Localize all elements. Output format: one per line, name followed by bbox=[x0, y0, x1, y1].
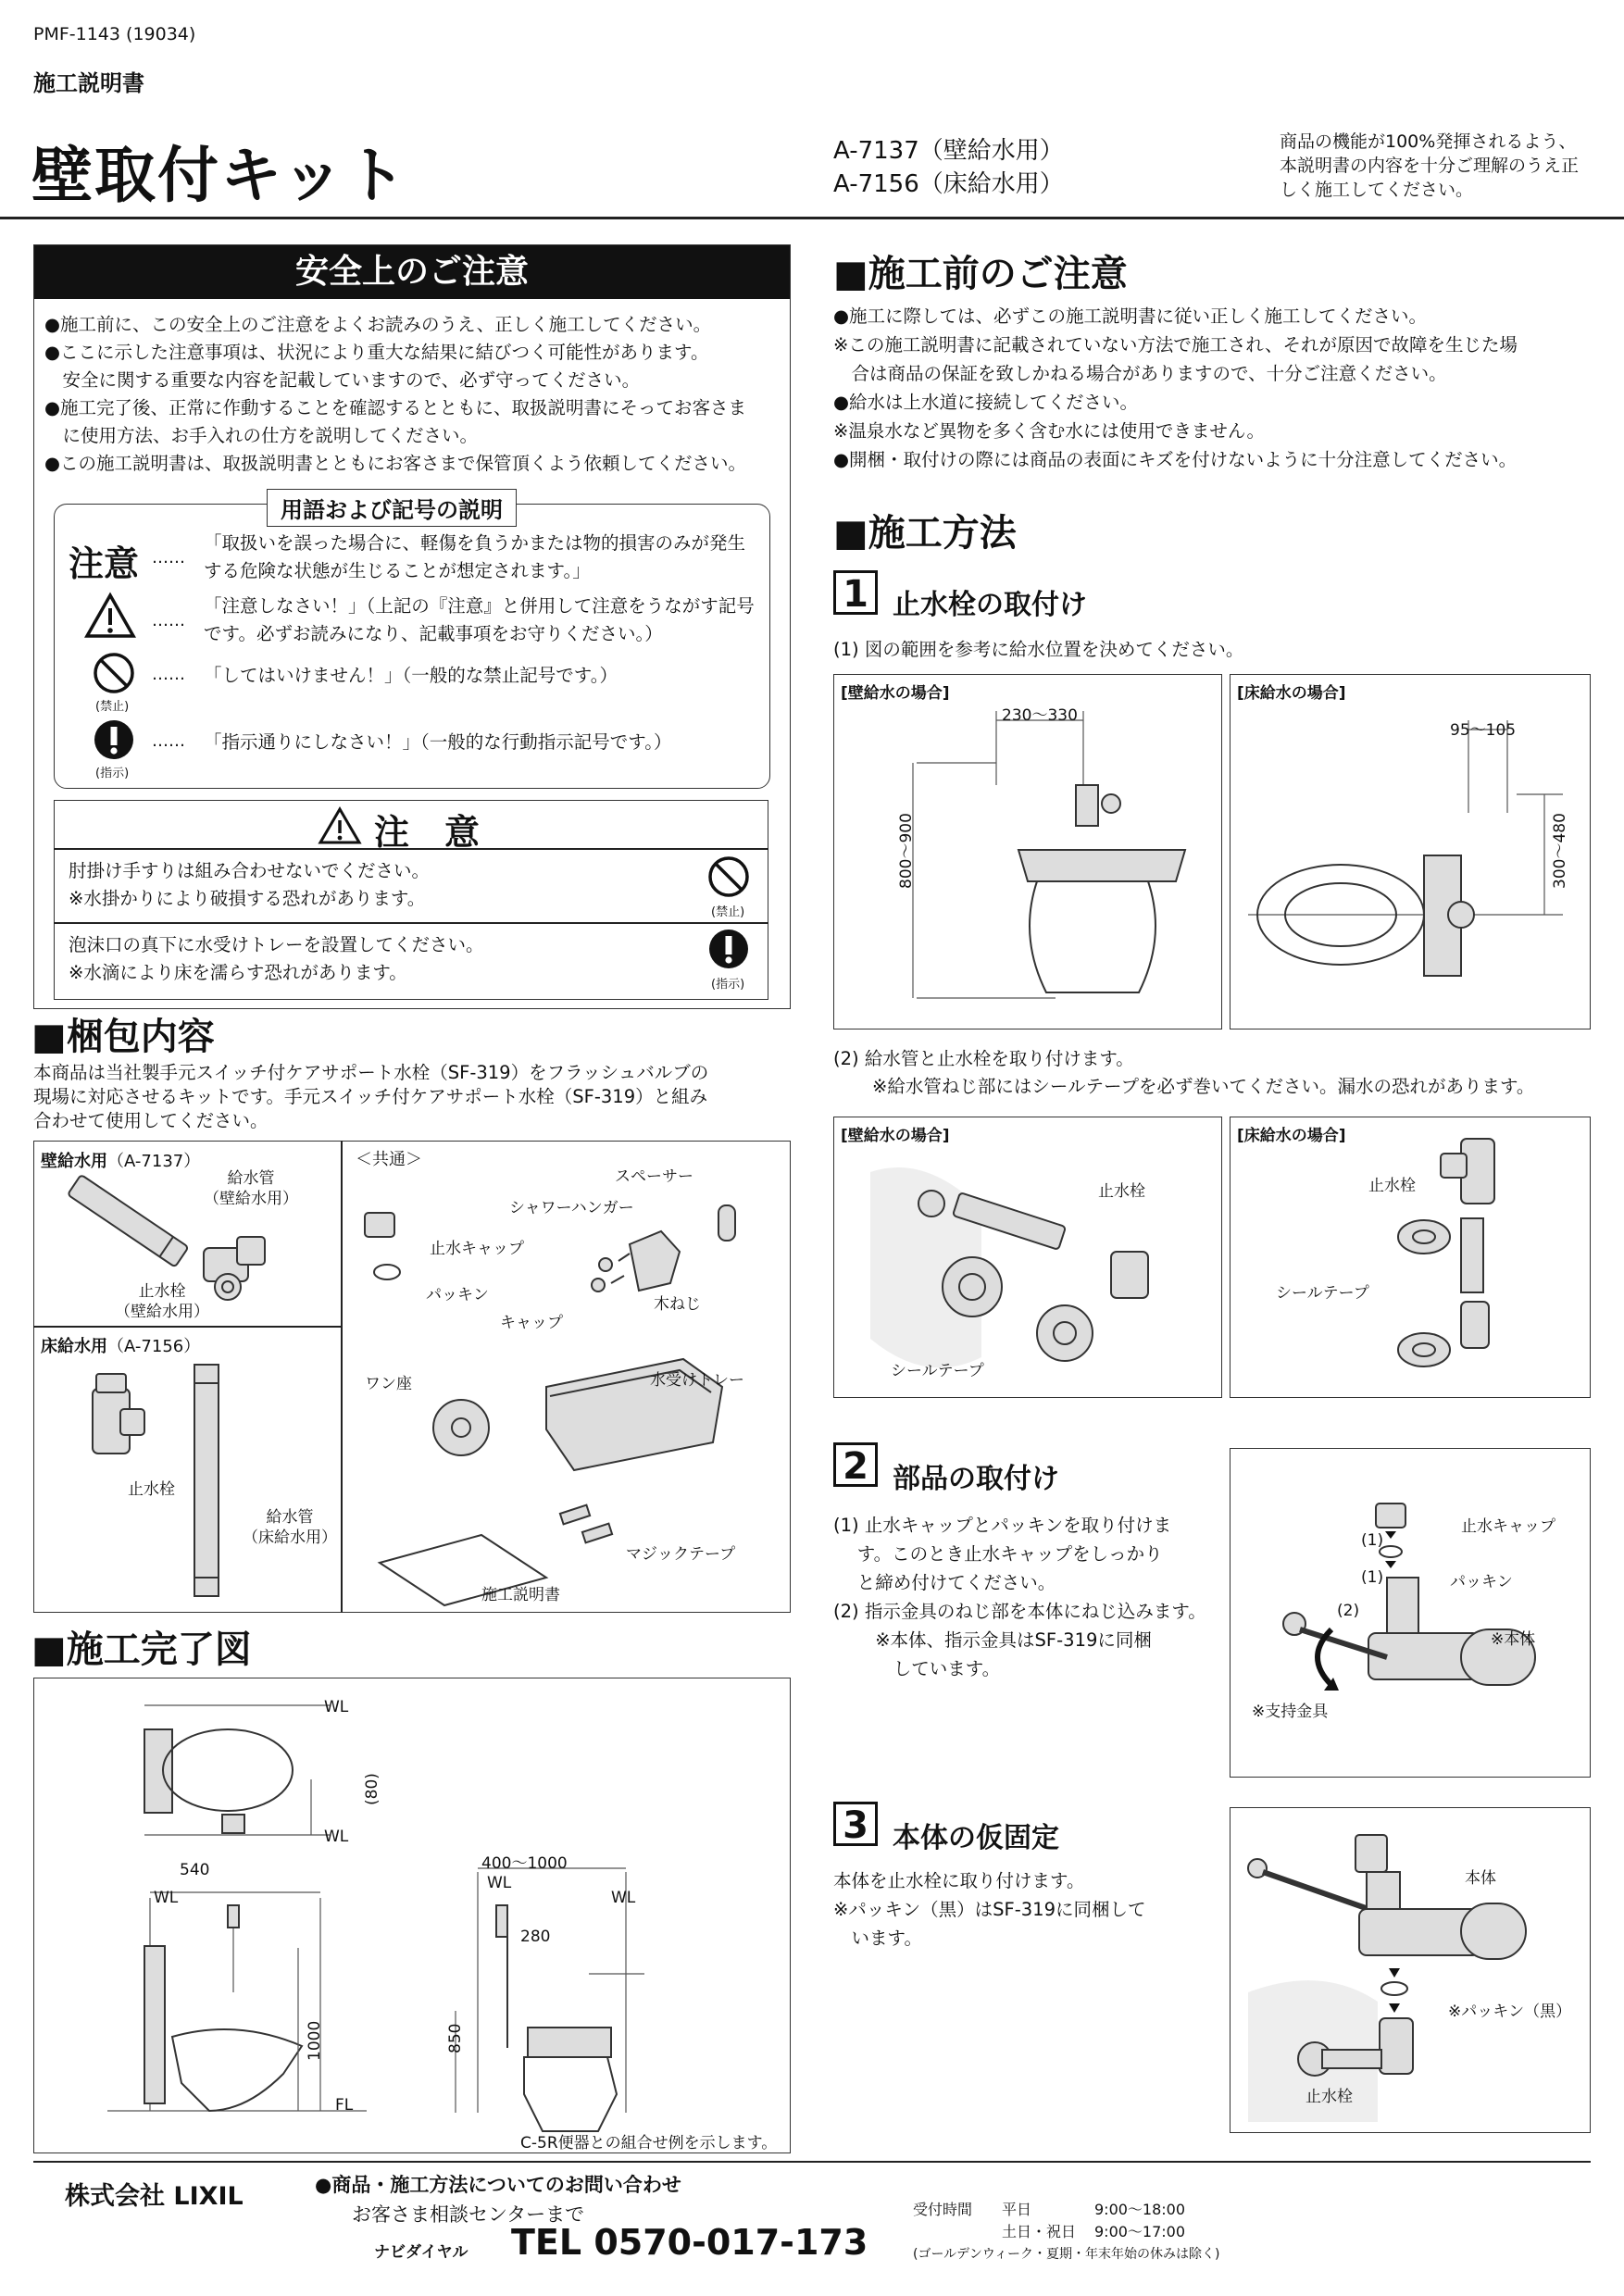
wl-label: WL bbox=[154, 1889, 179, 1907]
s3-valve-label: 止水栓 bbox=[1305, 2088, 1353, 2106]
rule bbox=[341, 1141, 343, 1613]
complete-title: ■施工完了図 bbox=[31, 1628, 252, 1671]
floor-pipe-label: 給水管 （床給水用） bbox=[243, 1508, 337, 1547]
step2-lines: (1) 止水キャップとパッキンを取り付けま す。このとき止水キャップをしっかり と締め付けてください。 (2) 指示金具のねじ部を本体にねじ込みます。 ※本体、指示金具はSF-319に同梱 しています。 bbox=[833, 1515, 1206, 1679]
dim-280: 280 bbox=[520, 1928, 551, 1946]
step2-number: 2 bbox=[833, 1442, 878, 1487]
caution-1: 肘掛け手すりは組み合わせないでください。 ※水掛かりにより破損する恐れがあります。 bbox=[69, 860, 431, 909]
rule bbox=[54, 922, 768, 924]
dim-540: 540 bbox=[180, 1861, 210, 1879]
dim-400-1000: 400〜1000 bbox=[481, 1854, 568, 1873]
packing-label: パッキン bbox=[426, 1286, 489, 1304]
s2-body-label: ※本体 bbox=[1491, 1630, 1536, 1649]
instruct-label: (指示) bbox=[711, 978, 745, 992]
rule bbox=[33, 1326, 341, 1328]
shower-hanger-label: シャワーハンガー bbox=[509, 1199, 634, 1217]
weekend-time: 9:00〜17:00 bbox=[1094, 2223, 1186, 2240]
doc-code: PMF-1143 (19034) bbox=[33, 24, 196, 44]
dim-300-480: 300〜480 bbox=[1551, 813, 1569, 889]
s3-packing-label: ※パッキン（黒） bbox=[1448, 2003, 1572, 2021]
dim-800-900: 800〜900 bbox=[897, 813, 916, 889]
step1-b-note: ※給水管ねじ部にはシールテープを必ず巻いてください。漏水の恐れがあります。 bbox=[872, 1076, 1535, 1097]
wl-label: WL bbox=[324, 1698, 349, 1716]
step1-a: (1) 図の範囲を参考に給水位置を決めてください。 bbox=[833, 639, 1244, 660]
floor-case-label: [床給水の場合] bbox=[1237, 1127, 1346, 1145]
prohibit-icon bbox=[707, 855, 750, 898]
dim-80: (80) bbox=[363, 1773, 381, 1805]
step1-title: 止水栓の取付け bbox=[893, 589, 1087, 621]
wl-label: WL bbox=[324, 1828, 349, 1846]
fl-label: FL bbox=[335, 2096, 354, 2115]
complete-note: C-5R便器との組合せ例を示します。 bbox=[520, 2134, 778, 2152]
wall-valve-label: 止水栓 （壁給水用） bbox=[115, 1282, 209, 1321]
step2-title: 部品の取付け bbox=[893, 1463, 1059, 1495]
s2-2-label: (2) bbox=[1337, 1602, 1360, 1620]
dots: …… bbox=[152, 611, 185, 630]
package-desc: 本商品は当社製手元スイッチ付ケアサポート水栓（SF-319）をフラッシュバルブの 現場に対応させるキットです。手元スイッチ付ケアサポート水栓（SF-319）と組み 合わせて使用してください。 bbox=[33, 1062, 709, 1131]
header-rule bbox=[0, 217, 1624, 219]
s2-1-label: (1) bbox=[1361, 1568, 1384, 1587]
chuui-word: 注意 bbox=[69, 543, 140, 584]
method-title: ■施工方法 bbox=[833, 512, 1017, 555]
seal-tape-label: シールテープ bbox=[1276, 1284, 1369, 1303]
step3-lines: 本体を止水栓に取り付けます。 ※パッキン（黒）はSF-319に同梱して います。 bbox=[833, 1870, 1146, 1949]
floor-valve-label: 止水栓 bbox=[128, 1480, 175, 1499]
navi-label: ナビダイヤル bbox=[374, 2243, 468, 2262]
dim-95-105: 95〜105 bbox=[1450, 721, 1517, 740]
weekend-label: 土日・祝日 bbox=[1002, 2223, 1077, 2240]
s2-cap-label: 止水キャップ bbox=[1461, 1517, 1555, 1536]
warning-triangle-icon bbox=[85, 593, 135, 639]
floor-case-label: [床給水の場合] bbox=[1237, 684, 1346, 703]
seal-tape-label: シールテープ bbox=[891, 1362, 984, 1380]
chuui-desc: 「取扱いを誤った場合に、軽傷を負うかまたは物的損害のみが発生 する危険な状態が生じることが想定されます。」 bbox=[204, 532, 746, 581]
floor-parts-illustration bbox=[65, 1361, 333, 1611]
completion-illustration bbox=[33, 1678, 791, 2153]
s3-body-label: 本体 bbox=[1465, 1869, 1496, 1888]
holiday-note: (ゴールデンウィーク・夏期・年末年始の休みは除く) bbox=[913, 2247, 1220, 2262]
wall-case-label: [壁給水の場合] bbox=[841, 684, 950, 703]
company-name: 株式会社 LIXIL bbox=[65, 2182, 244, 2211]
wall-case-illustration bbox=[833, 674, 1222, 1029]
intro-text: 商品の機能が100%発揮されるよう、 本説明書の内容を十分ご理解のうえ正 しく施工してください。 bbox=[1280, 131, 1580, 200]
tel-number: TEL 0570-017-173 bbox=[511, 2222, 868, 2263]
step2-illustration bbox=[1230, 1448, 1591, 1778]
wall-case-label: [壁給水の場合] bbox=[841, 1127, 950, 1145]
page-title: 壁取付キット bbox=[31, 140, 408, 211]
spacer-label: スペーサー bbox=[615, 1167, 693, 1186]
s2-packing-label: パッキン bbox=[1450, 1573, 1513, 1591]
prohibit-desc: 「してはいけません！」（一般的な禁止記号です。） bbox=[204, 665, 618, 686]
caution-2: 泡沫口の真下に水受けトレーを設置してください。 ※水滴により床を濡らす恐れがあります。 bbox=[69, 934, 484, 983]
before-lines: ●施工に際しては、必ずこの施工説明書に従い正しく施工してください。 ※この施工説明書に記載されていない方法で施工され、それが原因で故障を生じた場 合は商品の保証を致しかねる場合がありますので、十分ご注意ください。 ●給水は上水道に接続してください。 ※温泉水など異物を多く含む水には使用できません。 ●開梱・取付けの際には商品の表面にキズを付けないように十分注意してください。 bbox=[833, 306, 1518, 470]
step3-title: 本体の仮固定 bbox=[893, 1822, 1059, 1854]
inquiry-heading: ●商品・施工方法についてのお問い合わせ bbox=[315, 2174, 681, 2196]
dots: …… bbox=[152, 731, 185, 751]
instruct-icon bbox=[707, 928, 750, 970]
caution-title: 注 意 bbox=[374, 812, 481, 853]
hours-label: 受付時間 bbox=[913, 2201, 973, 2218]
cap-label: 止水キャップ bbox=[430, 1240, 524, 1258]
weekday-time: 9:00〜18:00 bbox=[1094, 2201, 1186, 2218]
package-title: ■梱包内容 bbox=[31, 1016, 215, 1058]
common-label: ＜共通＞ bbox=[356, 1150, 422, 1169]
s2-1-label: (1) bbox=[1361, 1531, 1384, 1550]
tape-label: マジックテープ bbox=[626, 1545, 736, 1564]
step3-number: 3 bbox=[833, 1802, 878, 1846]
instruct-desc: 「指示通りにしなさい！」（一般的な行動指示記号です。） bbox=[204, 731, 672, 753]
safety-title: 安全上のご注意 bbox=[34, 245, 790, 299]
dim-1000: 1000 bbox=[306, 2020, 324, 2061]
wl-label: WL bbox=[487, 1874, 512, 1892]
screw-label: 木ねじ bbox=[654, 1295, 701, 1314]
prohibit-label: (禁止) bbox=[711, 905, 745, 919]
dim-850: 850 bbox=[446, 2023, 465, 2053]
floor-label: 床給水用（A-7156） bbox=[41, 1337, 201, 1356]
instruct-icon bbox=[93, 718, 135, 761]
wall-install-illustration bbox=[833, 1117, 1222, 1398]
dots: …… bbox=[152, 548, 185, 568]
cap2-label: キャップ bbox=[500, 1314, 563, 1332]
terms-title: 用語および記号の説明 bbox=[267, 489, 517, 527]
safety-bullets: ●施工前に、この安全上のご注意をよくお読みのうえ、正しく施工してください。 ●ここに示した注意事項は、状況により重大な結果に結びつく可能性があります。 安全に関する重要な内容を記載していますので、必ず守ってください。 ●施工完了後、正常に作動することを確認するとともに、取扱説明書にそってお客さま に使用方法、お手入れの仕方を説明してください。 ●この施工説明書は、取扱説明書とともにお客さまで保管頂くよう依頼してください。 bbox=[44, 314, 747, 474]
floor-install-illustration bbox=[1230, 1117, 1591, 1398]
step1-number: 1 bbox=[833, 570, 878, 615]
wl-label: WL bbox=[611, 1889, 636, 1907]
wall-label: 壁給水用（A-7137） bbox=[41, 1152, 201, 1171]
wall-pipe-label: 給水管 （壁給水用） bbox=[204, 1169, 298, 1208]
before-title: ■施工前のご注意 bbox=[833, 253, 1128, 295]
weekday-label: 平日 bbox=[1002, 2201, 1032, 2218]
valve-label: 止水栓 bbox=[1098, 1182, 1145, 1201]
prohibit-icon bbox=[93, 652, 135, 694]
doc-type: 施工説明書 bbox=[33, 70, 144, 96]
floor-case-illustration bbox=[1230, 674, 1591, 1029]
dots: …… bbox=[152, 665, 185, 684]
center-label: お客さま相談センターまで bbox=[352, 2203, 585, 2226]
warning-triangle-icon bbox=[319, 807, 361, 844]
s2-bracket-label: ※支持金具 bbox=[1252, 1703, 1329, 1721]
valve-label: 止水栓 bbox=[1368, 1177, 1416, 1195]
manual-label: 施工説明書 bbox=[481, 1586, 560, 1604]
dim-230-330: 230〜330 bbox=[1002, 706, 1078, 725]
model-1: A-7137（壁給水用） bbox=[833, 137, 1064, 165]
tray-label: 水受けトレー bbox=[650, 1371, 744, 1390]
step3-illustration bbox=[1230, 1807, 1591, 2133]
prohibit-label: (禁止) bbox=[95, 700, 130, 714]
step1-b: (2) 給水管と止水栓を取り付けます。 bbox=[833, 1048, 1134, 1069]
instruct-label: (指示) bbox=[95, 767, 130, 780]
warn-desc: 「注意しなさい！」（上記の『注意』と併用して注意をうながす記号 です。必ずお読みになり、記載事項をお守りください。） bbox=[204, 595, 755, 644]
footer-rule bbox=[33, 2161, 1591, 2163]
model-2: A-7156（床給水用） bbox=[833, 170, 1064, 198]
washer-label: ワン座 bbox=[365, 1375, 412, 1393]
